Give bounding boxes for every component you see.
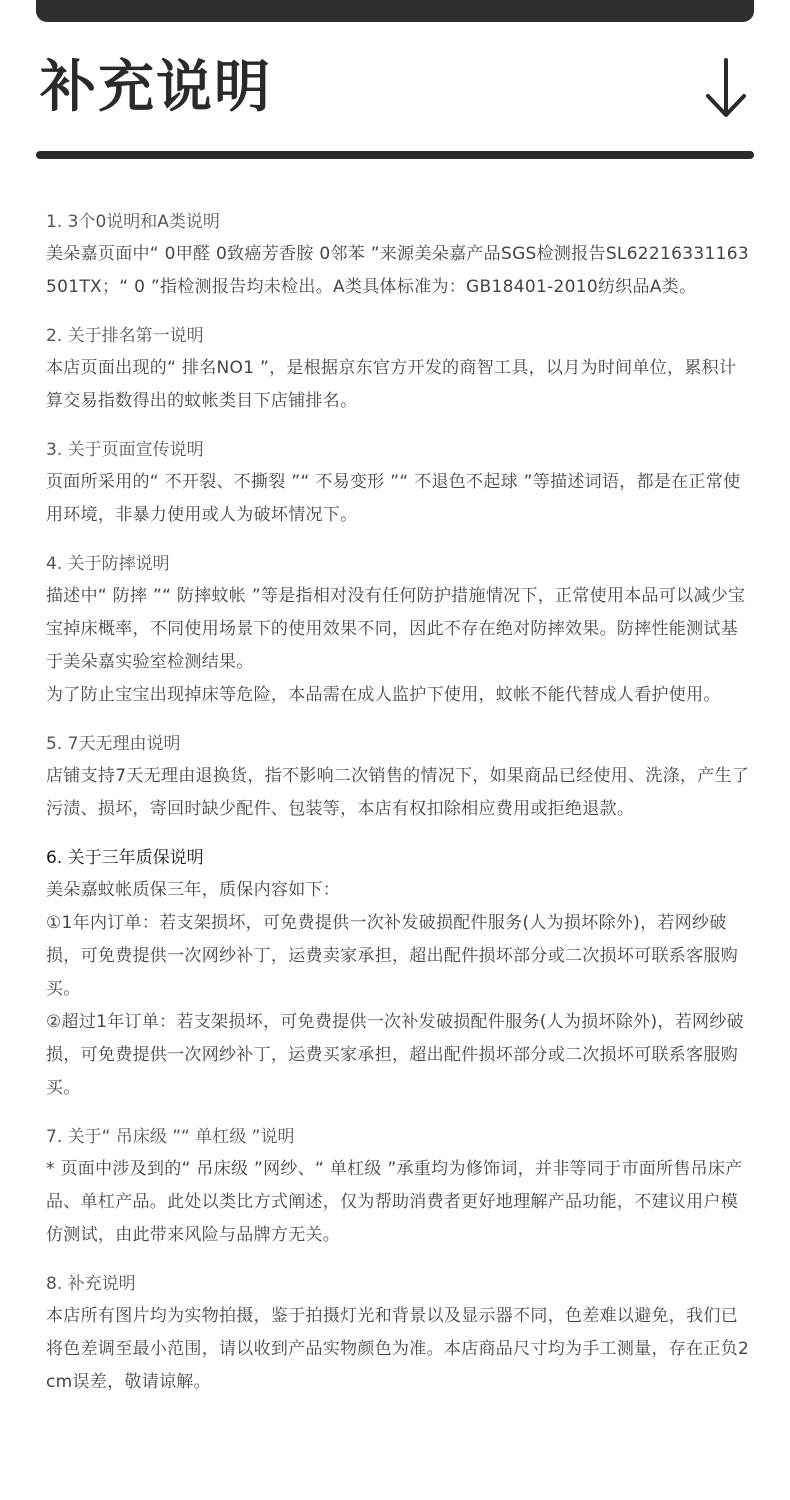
note-section-2 [46,320,752,418]
section-heading: 8. 补充说明 [46,1274,136,1294]
section-paragraph: 描述中“ 防摔 ”“ 防摔蚊帐 ”等是指相对没有任何防护措施情况下，正常使用本品可以减少宝宝掉床概率，不同使用场景下的使用效果不同，因此不存在绝对防摔效果。防摔性能测试基于美朵嘉实验室检测结果。 [46,586,746,672]
section-heading: 3. 关于页面宣传说明 [46,440,204,460]
note-section-1 [46,206,752,304]
section-paragraph: 美朵嘉页面中“ 0甲醛 0致癌芳香胺 0邻苯 ”来源美朵嘉产品SGS检测报告SL62216331163501TX；“ 0 ”指检测报告均未检出。A类具体标准为：GB18401-2010纺织品A类。 [46,244,749,297]
note-section-5 [46,728,752,826]
section-paragraph: 店铺支持7天无理由退换货，指不影响二次销售的情况下，如果商品已经使用、洗涤，产生了污渍、损坏，寄回时缺少配件、包装等，本店有权扣除相应费用或拒绝退款。 [46,766,750,819]
section-paragraph: 美朵嘉蚊帐质保三年，质保内容如下： [46,880,341,900]
note-section-4 [46,548,752,712]
section-heading: 5. 7天无理由说明 [46,734,181,754]
page-title: 补充说明 [40,55,272,120]
section-heading: 4. 关于防摔说明 [46,554,170,574]
section-paragraph: 本店页面出现的“ 排名NO1 ”，是根据京东官方开发的商智工具，以月为时间单位，累积计算交易指数得出的蚊帐类目下店铺排名。 [46,358,737,411]
note-section-3 [46,434,752,532]
section-heading: 1. 3个0说明和A类说明 [46,212,220,232]
section-heading: 6. 关于三年质保说明 [46,848,204,868]
note-section-6 [46,842,752,1105]
note-section-7 [46,1121,752,1252]
section-paragraph: 页面所采用的“ 不开裂、不撕裂 ”“ 不易变形 ”“ 不退色不起球 ”等描述词语，都是在正常使用环境，非暴力使用或人为破坏情况下。 [46,472,741,525]
section-paragraph: * 页面中涉及到的“ 吊床级 ”网纱、“ 单杠级 ”承重均为修饰词，并非等同于市面所售吊床产品、单杠产品。此处以类比方式阐述，仅为帮助消费者更好地理解产品功能，不建议用户模仿测试，由此带来风险与品牌方无关。 [46,1159,743,1245]
section-paragraph: 为了防止宝宝出现掉床等危险，本品需在成人监护下使用，蚊帐不能代替成人看护使用。 [46,685,721,705]
title-divider [36,151,754,159]
section-paragraph: 本店所有图片均为实物拍摄，鉴于拍摄灯光和背景以及显示器不同，色差难以避免，我们已将色差调至最小范围，请以收到产品实物颜色为准。本店商品尺寸均为手工测量，存在正负2cm误差，敬请谅解。 [46,1306,750,1392]
top-bar [36,0,754,22]
section-paragraph: ①1年内订单：若支架损坏，可免费提供一次补发破损配件服务(人为损坏除外)，若网纱破损，可免费提供一次网纱补丁，运费卖家承担，超出配件损坏部分或二次损坏可联系客服购买。 [46,913,738,999]
section-heading: 7. 关于“ 吊床级 ”“ 单杠级 ”说明 [46,1127,295,1147]
arrow-down-icon [704,58,748,120]
section-paragraph: ②超过1年订单：若支架损坏，可免费提供一次补发破损配件服务(人为损坏除外)，若网纱破损，可免费提供一次网纱补丁，运费买家承担，超出配件损坏部分或二次损坏可联系客服购买。 [46,1012,744,1098]
note-section-8 [46,1268,752,1399]
section-heading: 2. 关于排名第一说明 [46,326,204,346]
notes-content [46,206,752,1415]
